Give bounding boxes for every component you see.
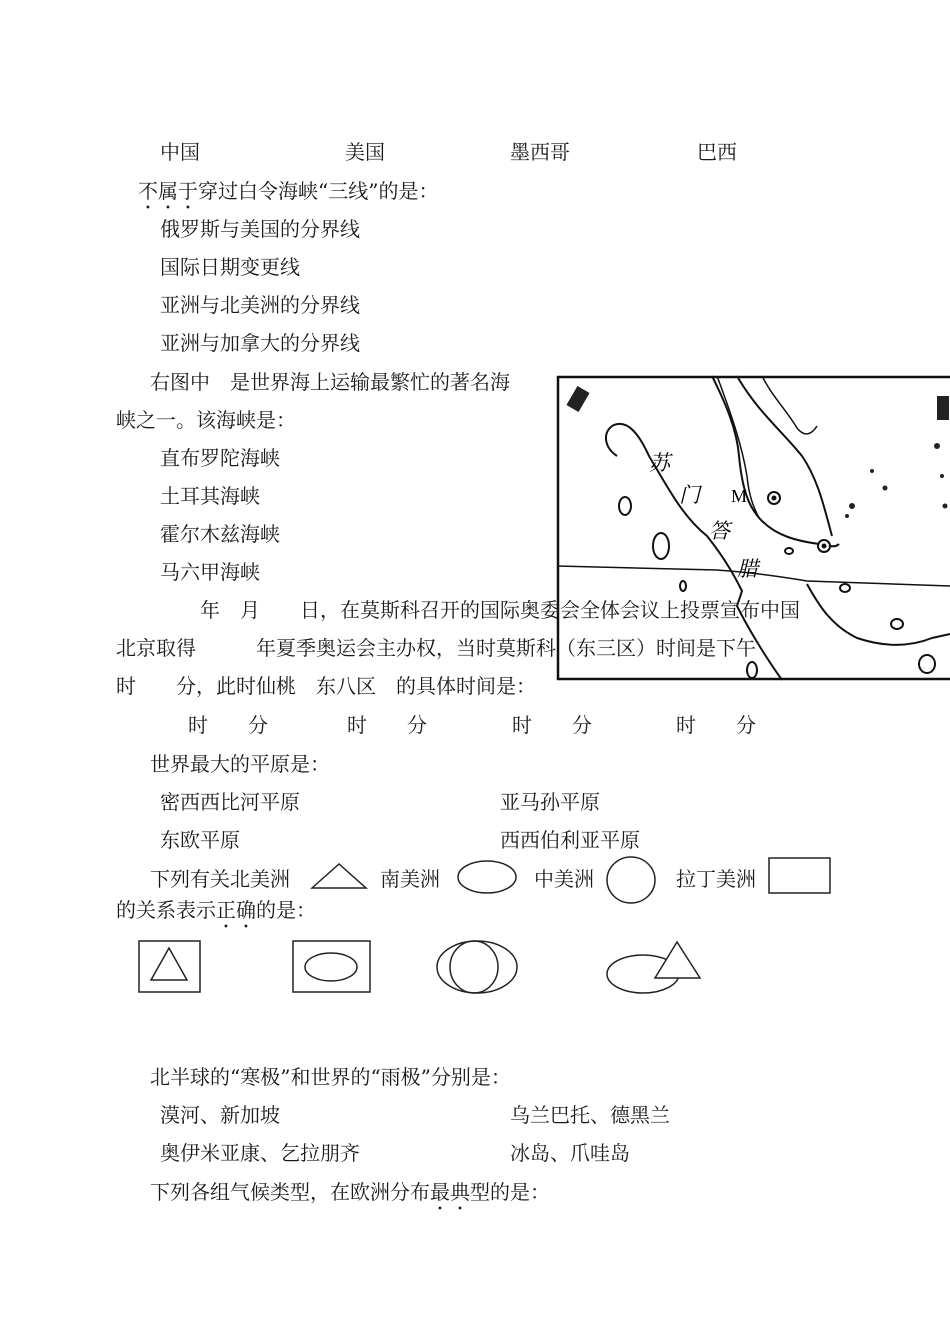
- malacca-strait-map: [557, 376, 950, 680]
- time-option-2: 时 分: [347, 713, 427, 737]
- strait-option-3: 霍尔木兹海峡: [160, 522, 280, 546]
- rectangle-symbol-icon: [768, 857, 832, 895]
- map-label-la: 腊: [737, 557, 758, 581]
- pole-option-1: 漠河、新加坡: [160, 1103, 280, 1127]
- america-question-n3: 中美洲: [534, 867, 594, 891]
- strait-option-1: 直布罗陀海峡: [160, 446, 280, 470]
- strait-option-4: 马六甲海峡: [160, 560, 260, 584]
- america-line2-emphasis: 正确: [216, 898, 256, 922]
- bering-option-4: 亚洲与加拿大的分界线: [160, 331, 360, 355]
- plain-option-1: 密西西比河平原: [160, 790, 300, 814]
- ellipse-symbol-icon: [456, 859, 518, 895]
- pole-option-2: 乌兰巴托、德黑兰: [510, 1103, 670, 1127]
- country-option-3: 墨西哥: [510, 140, 570, 164]
- plain-option-3: 东欧平原: [160, 828, 240, 852]
- option-b-diagram: [292, 940, 372, 994]
- strait-question-line2: 峡之一。该海峡是：: [116, 408, 296, 432]
- option-a-diagram: [138, 940, 202, 994]
- time-question-line1: 年 月 日，在莫斯科召开的国际奥委会全体会议上投票宣布中国: [200, 598, 800, 622]
- map-label-m: M: [731, 486, 748, 506]
- america-question-line2: [116, 898, 316, 933]
- climate-stem-pre: 下列各组气候类型，在欧洲分布: [150, 1180, 430, 1204]
- climate-question-stem: [150, 1180, 550, 1215]
- map-label-su: 苏: [649, 451, 670, 475]
- america-line2-pre: 的关系表示: [116, 898, 216, 922]
- america-question-n4: 拉丁美洲: [676, 867, 756, 891]
- america-line2-post: 的是：: [256, 898, 316, 922]
- time-option-1: 时 分: [188, 713, 268, 737]
- climate-stem-emphasis: 最典: [430, 1180, 470, 1204]
- america-question-n2: 南美洲: [380, 867, 440, 891]
- bering-stem-emphasis: 不属于: [138, 179, 198, 203]
- map-label-da: 答: [709, 519, 730, 543]
- bering-option-1: 俄罗斯与美国的分界线: [160, 217, 360, 241]
- map-label-men: 门: [679, 483, 700, 507]
- bering-question-stem: [138, 179, 438, 214]
- country-option-1: 中国: [160, 140, 200, 164]
- strait-option-2: 土耳其海峡: [160, 484, 260, 508]
- plain-question-stem: 世界最大的平原是：: [150, 752, 330, 776]
- time-option-4: 时 分: [676, 713, 756, 737]
- option-c-diagram: [435, 938, 519, 996]
- country-option-4: 巴西: [697, 140, 737, 164]
- triangle-symbol-icon: [310, 862, 368, 890]
- bering-option-3: 亚洲与北美洲的分界线: [160, 293, 360, 317]
- pole-option-4: 冰岛、爪哇岛: [510, 1141, 630, 1165]
- bering-option-2: 国际日期变更线: [160, 255, 300, 279]
- country-option-2: 美国: [345, 140, 385, 164]
- pole-option-3: 奥伊米亚康、乞拉朋齐: [160, 1141, 360, 1165]
- bering-stem-rest: 穿过白令海峡“三线”的是：: [198, 179, 439, 203]
- america-question-n1: 下列有关北美洲: [150, 867, 290, 891]
- option-d-diagram: [605, 938, 705, 998]
- plain-option-4: 西西伯利亚平原: [500, 828, 640, 852]
- pole-question-stem: 北半球的“寒极”和世界的“雨极”分别是：: [150, 1065, 511, 1089]
- time-question-line3: 时 分，此时仙桃 东八区 的具体时间是：: [116, 674, 536, 698]
- strait-question-line1: 右图中 是世界海上运输最繁忙的著名海: [150, 370, 510, 394]
- time-option-3: 时 分: [512, 713, 592, 737]
- plain-option-2: 亚马孙平原: [500, 790, 600, 814]
- time-question-line2: 北京取得 年夏季奥运会主办权，当时莫斯科（东三区）时间是下午: [116, 636, 756, 660]
- circle-symbol-icon: [605, 855, 657, 905]
- climate-stem-post: 型的是：: [470, 1180, 550, 1204]
